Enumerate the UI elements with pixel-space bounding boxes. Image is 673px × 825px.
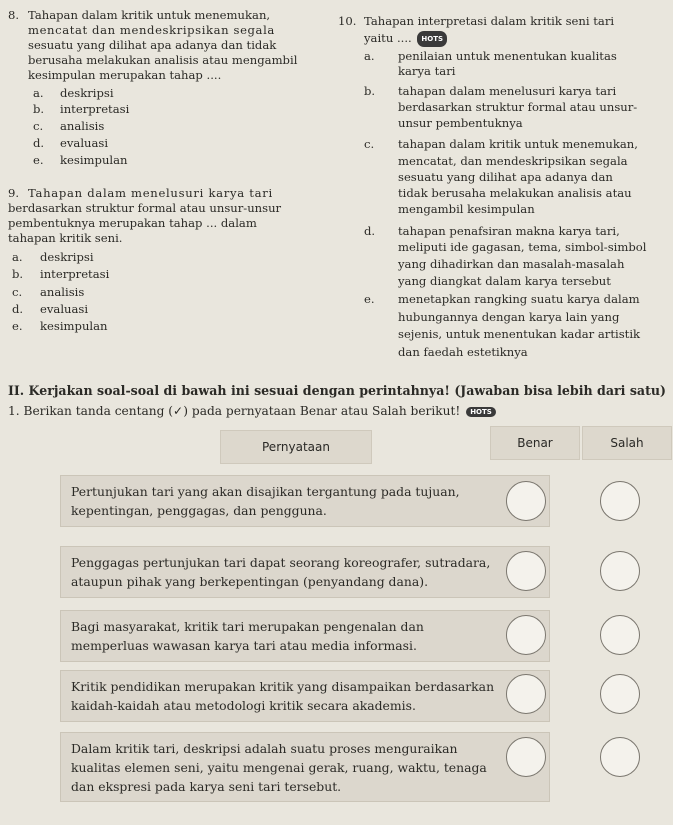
- question-number: 8.: [8, 8, 20, 22]
- statement-line: Penggagas pertunjukan tari dapat seorang koreografer, sutradara,: [71, 555, 491, 570]
- option-a-line[interactable]: penilaian untuk menentukan kualitas: [398, 49, 617, 63]
- false-checkbox-row-3[interactable]: [600, 615, 640, 655]
- option-letter: a.: [33, 86, 44, 100]
- option-letter: c.: [12, 285, 23, 299]
- option-e-line[interactable]: menetapkan rangking suatu karya dalam: [398, 292, 640, 306]
- statement-line: Dalam kritik tari, deskripsi adalah suatu proses menguraikan: [71, 741, 458, 756]
- true-checkbox-row-3[interactable]: [506, 615, 546, 655]
- option-a[interactable]: deskripsi: [60, 86, 114, 100]
- true-checkbox-row-4[interactable]: [506, 674, 546, 714]
- question-text-line: kesimpulan merupakan tahap ....: [28, 68, 222, 82]
- question-text-line: sesuatu yang dilihat apa adanya dan tidak: [28, 38, 277, 52]
- option-b-line[interactable]: berdasarkan struktur formal atau unsur-: [398, 100, 638, 114]
- option-c-line[interactable]: mengambil kesimpulan: [398, 202, 535, 216]
- option-a-line[interactable]: karya tari: [398, 64, 456, 78]
- option-d-line[interactable]: yang diangkat dalam karya tersebut: [398, 274, 611, 288]
- statement-row-2: [60, 546, 550, 598]
- option-letter: a.: [12, 250, 23, 264]
- section-title: II. Kerjakan soal-soal di bawah ini sesuai dengan perintahnya! (Jawaban bisa lebih dari satu): [8, 383, 667, 398]
- header-statement: Pernyataan: [220, 430, 372, 464]
- statement-line: ataupun pihak yang berkepentingan (penyandang dana).: [71, 574, 429, 589]
- option-e-line[interactable]: sejenis, untuk menentukan kadar artistik: [398, 327, 641, 341]
- option-letter: c.: [33, 119, 44, 133]
- statement-row-4: [60, 670, 550, 722]
- hots-badge: HOTS: [466, 407, 496, 417]
- option-letter: b.: [364, 84, 376, 98]
- question-number: 9.: [8, 186, 20, 200]
- false-checkbox-row-2[interactable]: [600, 551, 640, 591]
- statement-row-5: [60, 732, 550, 802]
- statement-line: Kritik pendidikan merupakan kritik yang disampaikan berdasarkan: [71, 679, 495, 694]
- hots-badge: HOTS: [417, 31, 447, 47]
- question-text-line: Tahapan dalam kritik untuk menemukan,: [28, 8, 271, 22]
- statement-row-3: [60, 610, 550, 662]
- option-letter: e.: [364, 292, 375, 306]
- true-checkbox-row-1[interactable]: [506, 481, 546, 521]
- option-c-line[interactable]: mencatat, dan mendeskripsikan segala: [398, 154, 628, 168]
- statement-line: Pertunjukan tari yang akan disajikan tergantung pada tujuan,: [71, 484, 460, 499]
- header-true: Benar: [490, 426, 580, 460]
- option-letter: d.: [33, 136, 45, 150]
- false-checkbox-row-5[interactable]: [600, 737, 640, 777]
- question-number: 10.: [338, 14, 357, 28]
- false-checkbox-row-4[interactable]: [600, 674, 640, 714]
- option-d-line[interactable]: meliputi ide gagasan, tema, simbol-simbol: [398, 240, 647, 254]
- option-e-line[interactable]: hubungannya dengan karya lain yang: [398, 310, 620, 324]
- statement-line: dan ekspresi pada karya seni tari tersebut.: [71, 779, 342, 794]
- option-a[interactable]: deskripsi: [40, 250, 94, 264]
- false-checkbox-row-1[interactable]: [600, 481, 640, 521]
- option-letter: a.: [364, 49, 375, 63]
- option-letter: d.: [364, 224, 376, 238]
- true-checkbox-row-2[interactable]: [506, 551, 546, 591]
- option-b-line[interactable]: unsur pembentuknya: [398, 116, 523, 130]
- question-text-line: pembentuknya merupakan tahap ... dalam: [8, 216, 257, 230]
- option-c-line[interactable]: tidak berusaha melakukan analisis atau: [398, 186, 632, 200]
- question-text-line: mencatat dan mendeskripsikan segala: [28, 23, 275, 37]
- question-text-line: berdasarkan struktur formal atau unsur-unsur: [8, 201, 282, 215]
- option-letter: d.: [12, 302, 24, 316]
- statement-line: Bagi masyarakat, kritik tari merupakan pengenalan dan: [71, 619, 424, 634]
- question-text-line: Tahapan interpretasi dalam kritik seni tari: [364, 14, 615, 28]
- option-d[interactable]: evaluasi: [60, 136, 109, 150]
- option-b[interactable]: interpretasi: [60, 102, 130, 116]
- question-text: yaitu ....: [364, 31, 412, 45]
- statement-row-1: [60, 475, 550, 527]
- option-d-line[interactable]: yang dihadirkan dan masalah-masalah: [398, 257, 625, 271]
- true-checkbox-row-5[interactable]: [506, 737, 546, 777]
- header-false: Salah: [582, 426, 672, 460]
- option-letter: b.: [12, 267, 24, 281]
- option-letter: e.: [12, 319, 23, 333]
- option-letter: e.: [33, 153, 44, 167]
- question-text-line: berusaha melakukan analisis atau mengambil: [28, 53, 298, 67]
- statement-line: kualitas elemen seni, yaitu mengenai gerak, ruang, waktu, tenaga: [71, 760, 487, 775]
- option-letter: b.: [33, 102, 45, 116]
- instruction-text: 1. Berikan tanda centang (✓) pada pernyataan Benar atau Salah berikut!: [8, 404, 461, 418]
- option-c-line[interactable]: tahapan dalam kritik untuk menemukan,: [398, 137, 638, 151]
- question-text-line-2: [364, 31, 447, 47]
- statement-line: kepentingan, penggagas, dan pengguna.: [71, 503, 327, 518]
- question-text-line: tahapan kritik seni.: [8, 231, 123, 245]
- option-c[interactable]: analisis: [60, 119, 105, 133]
- true-false-table: [50, 430, 673, 825]
- option-e-line[interactable]: dan faedah estetiknya: [398, 345, 528, 359]
- instruction: [8, 404, 496, 418]
- option-e[interactable]: kesimpulan: [40, 319, 108, 333]
- option-b-line[interactable]: tahapan dalam menelusuri karya tari: [398, 84, 617, 98]
- option-d-line[interactable]: tahapan penafsiran makna karya tari,: [398, 224, 620, 238]
- option-letter: c.: [364, 137, 375, 151]
- question-text-line: Tahapan dalam menelusuri karya tari: [28, 186, 273, 200]
- statement-line: memperluas wawasan karya tari atau media informasi.: [71, 638, 417, 653]
- option-c[interactable]: analisis: [40, 285, 85, 299]
- option-c-line[interactable]: sesuatu yang dilihat apa adanya dan: [398, 170, 613, 184]
- option-e[interactable]: kesimpulan: [60, 153, 128, 167]
- option-b[interactable]: interpretasi: [40, 267, 110, 281]
- option-d[interactable]: evaluasi: [40, 302, 89, 316]
- statement-line: kaidah-kaidah atau metodologi kritik secara akademis.: [71, 698, 416, 713]
